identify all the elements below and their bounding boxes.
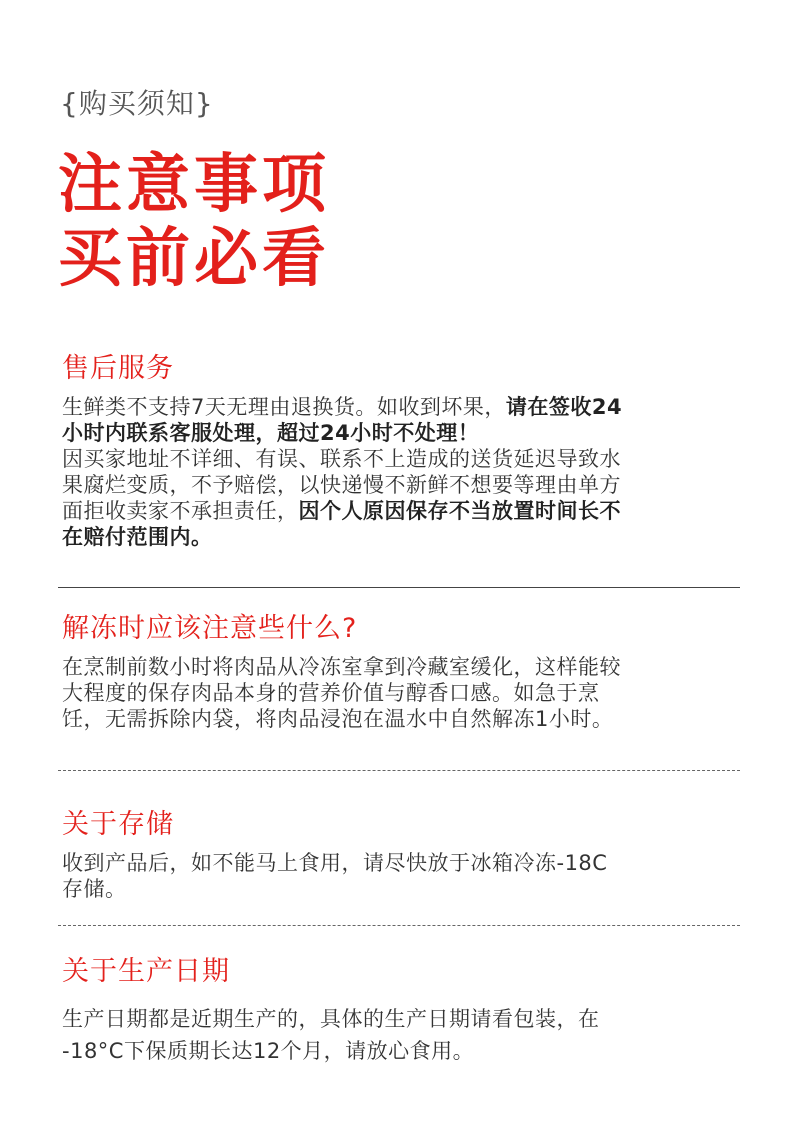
section-thawing [62, 612, 742, 732]
section-storage [62, 808, 742, 902]
body-line: 收到产品后，如不能马上食用，请尽快放于冰箱冷冻-18C [62, 851, 608, 875]
body-line [62, 498, 742, 524]
body-line: 生产日期都是近期生产的，具体的生产日期请看包装，在 [62, 1007, 600, 1031]
notice-tag: {购买须知} [60, 87, 214, 120]
body-line: -18°C下保质期长达12个月，请放心食用。 [62, 1039, 475, 1063]
hero-title-line2: 买前必看 [58, 222, 330, 296]
hero-title [58, 148, 330, 296]
body-line: 因买家地址不详细、有误、联系不上造成的送货延迟导致水 [62, 447, 621, 471]
section-after-sales [62, 352, 742, 550]
body-line [62, 394, 742, 420]
hero-title-line1: 注意事项 [58, 148, 330, 222]
section-body [62, 850, 742, 902]
body-text: 面拒收卖家不承担责任， [62, 499, 299, 523]
section-divider-dashed [58, 770, 740, 771]
body-line [62, 524, 742, 550]
body-text-emphasis: 在赔付范围内。 [62, 525, 213, 549]
section-title: 关于生产日期 [62, 956, 230, 987]
body-line: 果腐烂变质，不予赔偿，以快递慢不新鲜不想要等理由单方 [62, 473, 621, 497]
section-body [62, 1003, 742, 1067]
body-line: 大程度的保存肉品本身的营养价值与醇香口感。如急于烹 [62, 681, 600, 705]
section-body [62, 394, 742, 550]
body-text-emphasis: 小时内联系客服处理，超过24小时不处理！ [62, 421, 480, 445]
body-text-emphasis: 请在签收24 [505, 395, 623, 419]
body-line: 存储。 [62, 877, 127, 901]
section-divider-solid [58, 587, 740, 588]
body-line: 饪，无需拆除内袋，将肉品浸泡在温水中自然解冻1小时。 [62, 707, 614, 731]
section-body [62, 654, 742, 732]
section-divider-dashed [58, 925, 740, 926]
body-line: 在烹制前数小时将肉品从冷冻室拿到冷藏室缓化，这样能较 [62, 655, 621, 679]
section-title: 售后服务 [62, 353, 174, 384]
section-title: 解冻时应该注意些什么? [62, 613, 358, 644]
section-production-date [62, 955, 742, 1067]
body-text-emphasis: 因个人原因保存不当放置时间长不 [298, 499, 621, 523]
body-text: 生鲜类不支持7天无理由退换货。如收到坏果， [62, 395, 506, 419]
section-title: 关于存储 [62, 809, 174, 840]
body-line [62, 420, 742, 446]
